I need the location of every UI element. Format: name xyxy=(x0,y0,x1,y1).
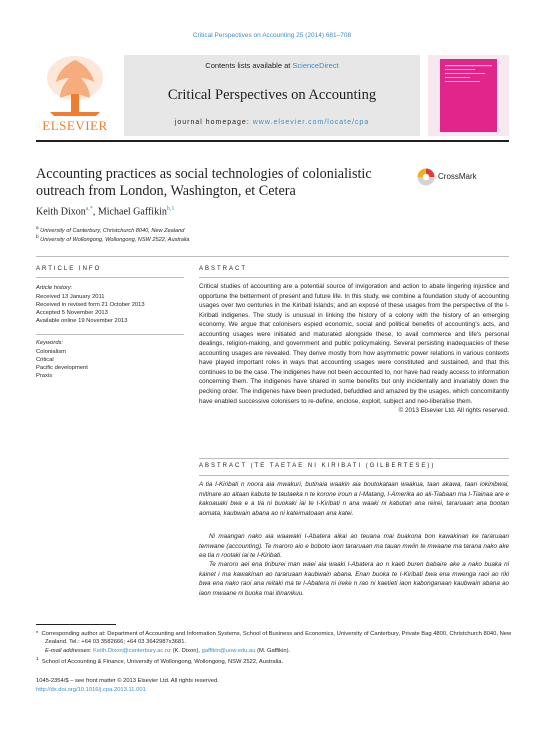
running-head[interactable]: Critical Perspectives on Accounting 25 (2014) 681–708 xyxy=(192,32,352,39)
footnote-text: School of Accounting & Finance, University of Wollongong, Wollongong, NSW 2522, Australia. xyxy=(41,658,284,665)
elsevier-tree-icon xyxy=(36,50,114,136)
masthead-banner xyxy=(124,55,420,136)
crossmark-button[interactable] xyxy=(416,167,510,187)
keyword[interactable]: Critical xyxy=(36,357,54,363)
copyright-line: © 2013 Elsevier Ltd. All rights reserved. xyxy=(398,407,509,415)
abstract-heading: ABSTRACT xyxy=(199,266,248,272)
history-label: Article history: xyxy=(36,285,73,291)
kiribati-abstract-heading: ABSTRACT (TE TAETAE NI KIRIBATI (GILBERTESE)) xyxy=(199,463,436,469)
journal-homepage xyxy=(124,119,420,126)
kiribati-paragraph: A tia I-Kiribati n noora aia mwakuri, butinaia waakin aia boutokataan waakua, taan akawa, taan iokinibwai, mitinare ao aitaan kabuta te tautaeka n te korone iroun a I-Matang, I-Amerika ao ali-Tiabaan ma I-Tiainaa are e kakoauaki bwa e a tia ni buokaki iai te I-Kiribati n ana waaki ni kabutan ana reirei, tararuaan ana bootan aomata, kaubwain abana ao ni kateimatoaan ana katei. xyxy=(199,481,509,517)
abstract-text: Critical studies of accounting are a potential source of invigoration and action to abate lingering injustice and opportune the betterment of present and future life. In this study, we combine a foundation study of accounting usages over two centuries in the Kiribati Islands; and an exposé of these usages from the perspective of the I-Kiribati indigenes. The study is unusual in linking the history of a colony with the history of an emerging economy. We argue that colonisers espied economic, social and political benefits of accounting's acts, and accounting usages were initiated and maturated alongside these, to avail commerce and life's personal dealings, religion-making, and government and public policymaking. Several persisting inadequacies of these accounting usages are revealed. They derive mostly from how asymmetric power relations in various contexts have played important roles in ways that accounting usages were constituted and sustained, and that this continues to be the case. The indigenes have not been accounted to, nor have had ready access to information concerning them. The indigenes have shared in some benefits but only incidentally and invariably down the pecking order. The indigenes have been precluded, befuddled and amazed by the usages, which concomitantly have enabled successive colonisers to re-define, enclose, exploit, subject and neo-liberalise them. xyxy=(199,283,509,405)
article-title xyxy=(36,166,416,200)
footnote-rule xyxy=(36,624,116,625)
article-title-line2: outreach from London, Washington, et Cetera xyxy=(36,183,296,199)
masthead-rule xyxy=(36,140,509,142)
affiliation-mark: a xyxy=(36,225,39,230)
email-owner: (M. Gaffikin). xyxy=(257,648,291,654)
doi-line xyxy=(36,686,146,694)
sciencedirect-link[interactable]: ScienceDirect xyxy=(292,61,339,70)
issn-line: 1045-2354/$ – see front matter © 2013 Elsevier Ltd. All rights reserved. xyxy=(36,678,219,684)
abstract-rule xyxy=(199,277,509,278)
author-name[interactable]: Keith Dixon xyxy=(36,206,86,218)
homepage-label: journal homepage: xyxy=(174,119,250,126)
keyword[interactable]: Colonialism xyxy=(36,349,66,355)
author-list xyxy=(36,206,174,217)
journal-cover-image xyxy=(440,59,497,132)
kiribati-top-rule xyxy=(199,458,509,459)
article-info-heading: ARTICLE INFO xyxy=(36,266,102,272)
abstract-body xyxy=(199,282,509,416)
contents-prefix: Contents lists available at xyxy=(205,61,291,70)
author-name[interactable]: Michael Gaffikin xyxy=(97,206,167,218)
footnote-mark: * xyxy=(36,631,39,637)
keywords-rule xyxy=(36,334,184,335)
email-link[interactable]: Keith.Dixon@canterbury.ac.nz xyxy=(93,648,171,654)
doi-link[interactable]: http://dx.doi.org/10.1016/j.cpa.2013.11.001 xyxy=(36,687,146,693)
contents-line xyxy=(124,61,420,70)
footnote-corresponding xyxy=(36,630,518,647)
journal-title: Critical Perspectives on Accounting xyxy=(167,87,377,103)
keyword[interactable]: Praxis xyxy=(36,373,53,379)
kiribati-paragraph: Ni maangan nako aia waawaki I-Abatera aikai ao teuana mai buakona bon kawakinan ke tararuaan temwane (accounting). Te maroro aio e boboto iaon tararuaan ma tauan mwiin te mwaane ma tarana nako ake ea tia n rootaki iai te I-Kiribati. xyxy=(199,533,509,560)
kiribati-paragraph: Te maroro aei ena tiriburei man waei aia waaki I-Abatera ao n kaeti buren babaire ake a nako buaka ni kainet i ma kawakinan ao tararuaan kaubwain abana. Enan buoka te I-Kiribati bwa ena mwenga raoi ao riki bwa ena nako raoi ana reitaki ma te I-Abatera ni ireke n rao ni kaetieti iaon kabonganaan kaubwain abana ao iaon mwaane ni buoka mai itinanikuu. xyxy=(199,561,509,597)
footnote-mark: 1 xyxy=(36,657,39,662)
crossmark-label: CrossMark xyxy=(438,172,477,181)
affiliation-b xyxy=(36,234,190,243)
homepage-link[interactable]: www.elsevier.com/locate/cpa xyxy=(252,119,370,126)
elsevier-wordmark: ELSEVIER xyxy=(42,118,108,133)
elsevier-logo xyxy=(36,50,114,136)
author-affiliation-mark[interactable]: a,* xyxy=(85,206,93,212)
affiliation-text: University of Wollongong, Wollongong, NSW 2522, Australia xyxy=(40,236,190,243)
history-item: Received 13 January 2011 xyxy=(36,294,105,300)
section-rule xyxy=(36,256,509,257)
keywords-label: Keywords: xyxy=(36,340,64,346)
article-info-rule xyxy=(36,277,184,278)
kiribati-rule xyxy=(199,475,509,476)
footnote-1 xyxy=(36,656,509,666)
affiliation-text: University of Canterbury, Christchurch 8040, New Zealand xyxy=(40,227,185,234)
author-affiliation-mark[interactable]: b,1 xyxy=(166,206,175,212)
email-owner: (K. Dixon), xyxy=(172,648,200,654)
email-label: E-mail addresses: xyxy=(45,648,92,654)
affiliation-a xyxy=(36,225,184,234)
journal-masthead xyxy=(36,50,509,136)
affiliation-mark: b xyxy=(36,234,39,239)
author-separator: , xyxy=(92,206,98,218)
footnote-emails xyxy=(36,647,509,655)
email-link[interactable]: gaffikin@uow.edu.au xyxy=(201,648,256,654)
history-item: Received in revised form 21 October 2013 xyxy=(36,302,145,308)
article-title-line1: Accounting practices as social technologies of colonialistic xyxy=(36,166,372,182)
history-item: Available online 19 November 2013 xyxy=(36,318,128,324)
journal-cover xyxy=(428,55,509,136)
history-item: Accepted 5 November 2013 xyxy=(36,310,108,316)
footnote-text: Corresponding author at: Department of Accounting and Information Systems, School of Business and Economics, University of Canterbury, Private Bag 4800, Christchurch 8040, New Zealand. Tel.: +64 03 3582666; +64 03 3642987x3681. xyxy=(41,631,512,646)
keyword[interactable]: Pacific development xyxy=(36,365,88,371)
